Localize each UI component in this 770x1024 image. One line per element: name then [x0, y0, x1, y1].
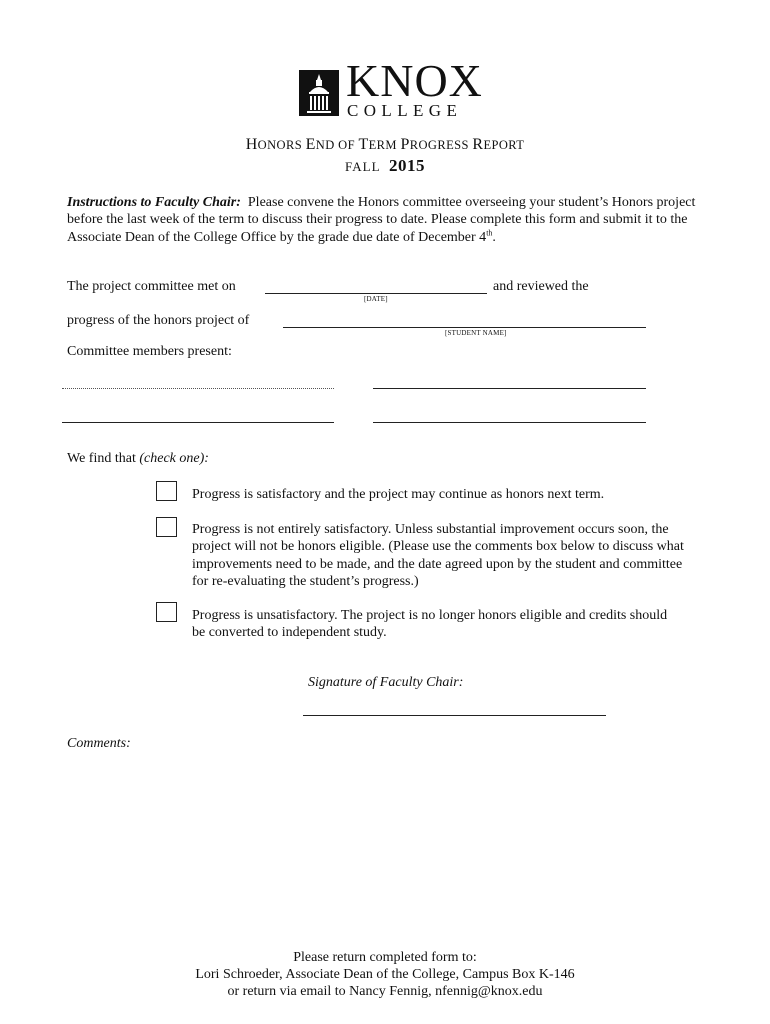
progress-of-label: progress of the honors project of — [67, 313, 250, 328]
date-field[interactable] — [265, 293, 487, 294]
option-not-entirely-satisfactory-text: Progress is not entirely satisfactory. Unless substantial improvement occurs soon, the project will not be honors eligible. (Please use the comments box below to discuss what improvements need to be made, and the date agreed upon by the student and committee for re-evaluating the student’s progress.) — [192, 522, 684, 590]
option-unsatisfactory-text: Progress is unsatisfactory. The project is no longer honors eligible and credits should be converted to independent study. — [192, 608, 668, 641]
members-label: Committee members present: — [67, 344, 232, 359]
student-name-caption: [STUDENT NAME] — [445, 329, 507, 337]
footer-line-3: or return via email to Nancy Fennig, nfennig@knox.edu — [227, 984, 543, 999]
term-year: 2015 — [389, 156, 426, 175]
instructions-lead: Instructions to Faculty Chair: — [67, 195, 241, 210]
footer-line-1: Please return completed form to: — [293, 950, 477, 965]
member-field-1[interactable] — [62, 388, 334, 389]
signature-label: Signature of Faculty Chair: — [308, 675, 464, 690]
option-satisfactory-checkbox[interactable] — [156, 481, 177, 501]
signature-field[interactable] — [303, 715, 606, 716]
option-not-entirely-satisfactory-checkbox[interactable] — [156, 517, 177, 537]
member-field-4[interactable] — [373, 422, 646, 423]
footer-line-2: Lori Schroeder, Associate Dean of the College, Campus Box K-146 — [195, 967, 575, 982]
form-title: HONORS END OF TERM PROGRESS REPORT — [245, 136, 525, 153]
comments-area[interactable] — [67, 756, 707, 936]
logo-wordmark: KNOX — [346, 55, 483, 106]
instructions-paragraph: Instructions to Faculty Chair: Please convene the Honors committee overseeing your student’s Honors project before the last week of the term to discuss their progress to date. Please complete this form and submit it to the Associate Dean of the College Office by the grade due date of December 4th. — [67, 195, 696, 245]
form-term — [0, 155, 770, 178]
logo-subtitle: COLLEGE — [347, 101, 463, 120]
term-label: FALL — [344, 159, 381, 174]
instructions-text: Please convene the Honors committee overseeing your student’s Honors project before the last week of the term to discuss their progress to date. Please complete this form and submit it to the Associate Dean of the College Office by the grade due date of December 4 — [67, 195, 696, 245]
comments-label: Comments: — [67, 736, 131, 751]
reviewed-label: and reviewed the — [493, 279, 589, 294]
member-field-2[interactable] — [373, 388, 646, 389]
tower-logo-icon — [299, 70, 339, 116]
met-on-label: The project committee met on — [67, 279, 236, 294]
date-caption: [DATE] — [364, 295, 388, 303]
option-unsatisfactory-checkbox[interactable] — [156, 602, 177, 622]
check-prompt: We find that (check one): — [67, 451, 209, 466]
student-name-field[interactable] — [283, 327, 646, 328]
option-satisfactory-text: Progress is satisfactory and the project may continue as honors next term. — [192, 487, 605, 502]
member-field-3[interactable] — [62, 422, 334, 423]
